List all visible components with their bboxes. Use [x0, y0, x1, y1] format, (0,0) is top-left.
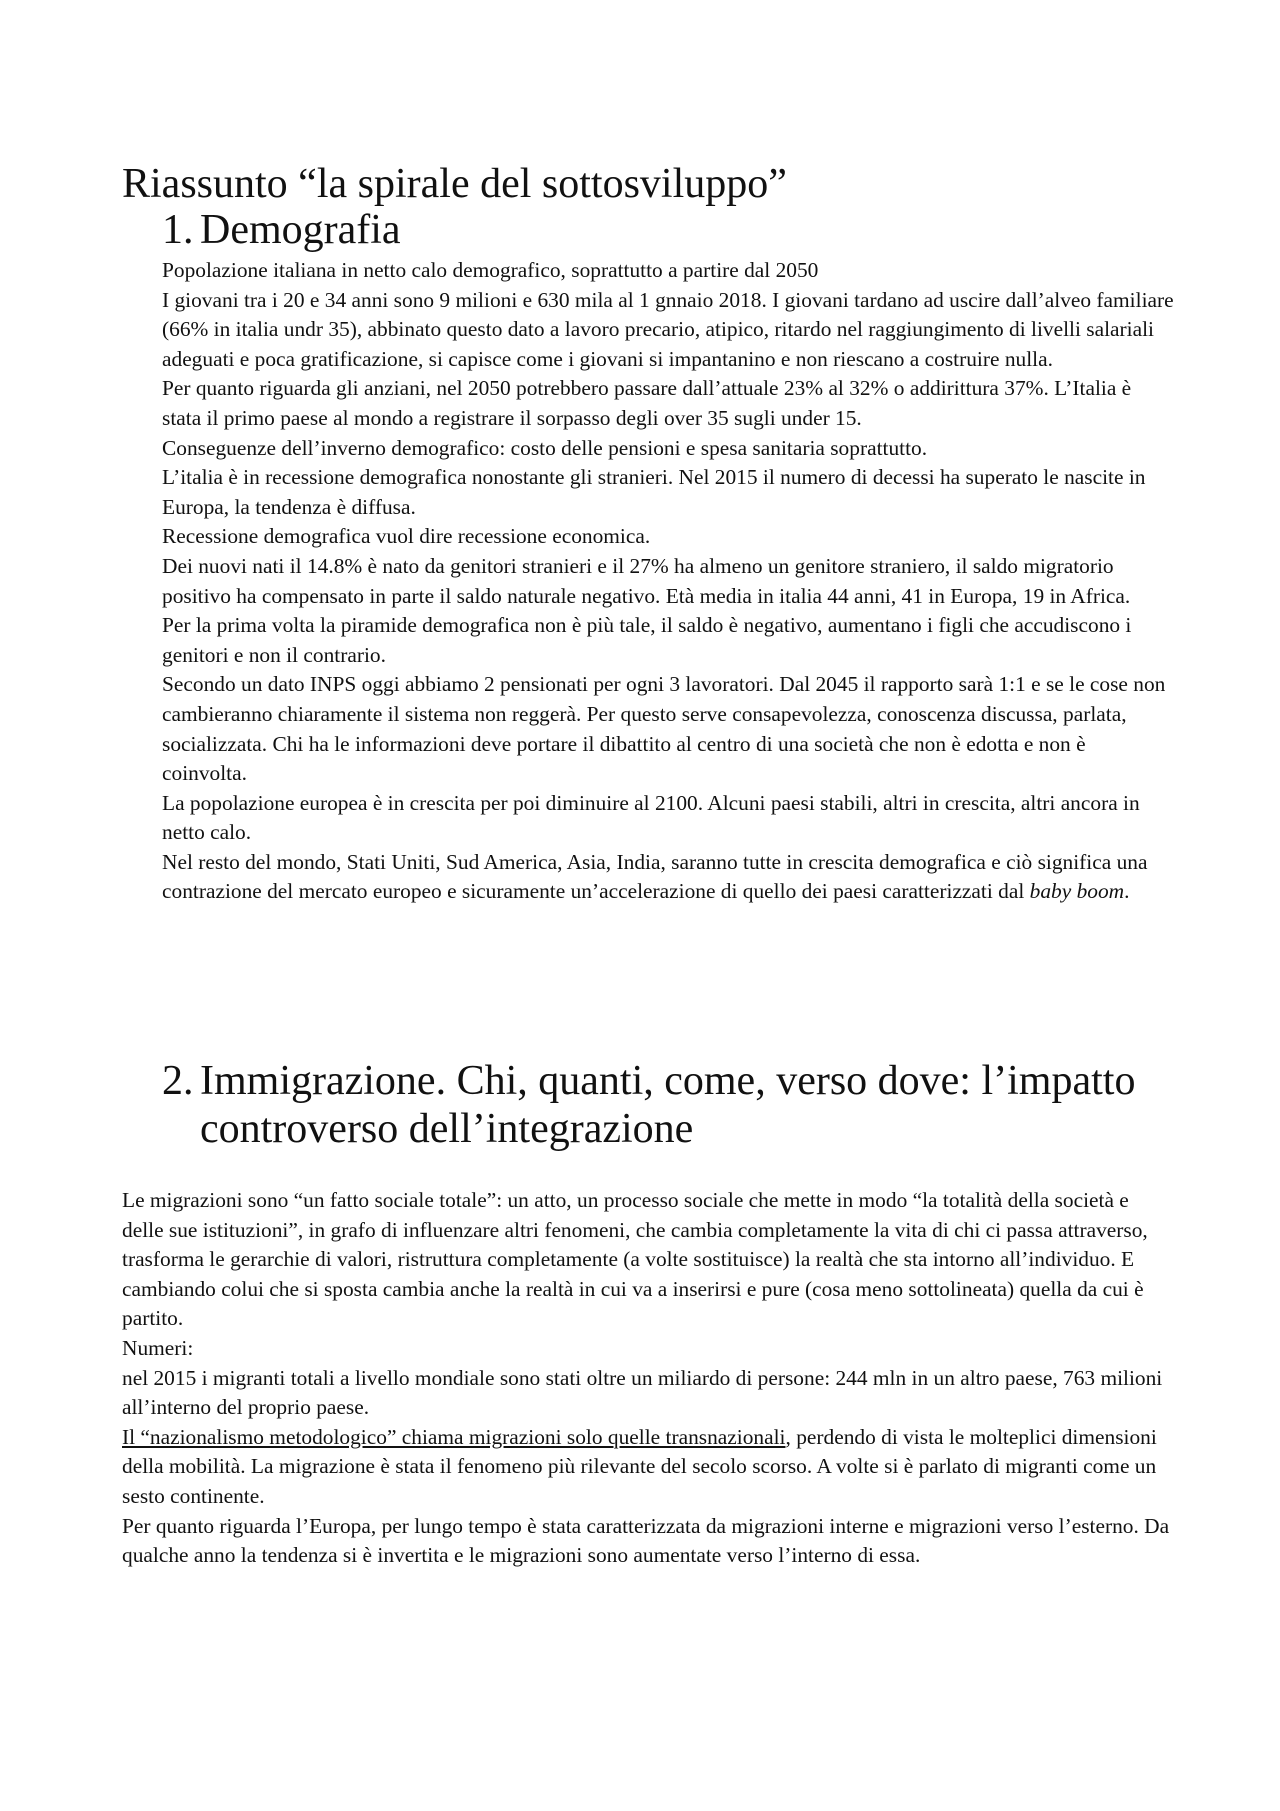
document-title: Riassunto “la spirale del sottosviluppo”	[122, 161, 787, 207]
paragraph: Le migrazioni sono “un fatto sociale totale”: un atto, un processo sociale che mette in modo “la totalità della società e delle sue istituzioni”, in grafo di influenzare altri fenomeni, che cambia completamente la vita di chi ci passa attraverso, trasforma le gerarchie di valori, ristruttura completamente (a volte sostituisce) la realtà che sta intorno all’individuo. E cambiando colui che si sposta cambia anche la realtà in cui va a inserirsi e pure (cosa meno sottolineata) quella da cui è partito.	[122, 1188, 1148, 1331]
section-body-demografia	[162, 256, 1174, 907]
paragraph-nazionalismo	[122, 1423, 1172, 1512]
paragraph-baby-boom	[162, 848, 1174, 907]
section-heading-text: Immigrazione. Chi, quanti, come, verso dove: l’impatto controverso dell’integrazione	[200, 1058, 1136, 1152]
italic-term: baby boom	[1029, 879, 1125, 904]
numbers-label: Numeri:	[122, 1335, 194, 1360]
section-heading-text: Demografia	[200, 207, 401, 253]
paragraph: L’italia è in recessione demografica nonostante gli stranieri. Nel 2015 il numero di decessi ha superato le nascite in Europa, la tendenza è diffusa.	[162, 465, 1146, 519]
paragraph: Per la prima volta la piramide demografica non è più tale, il saldo è negativo, aumentano i figli che accudiscono i genitori e non il contrario.	[162, 613, 1132, 667]
section-number: 2.	[162, 1058, 194, 1104]
section-number: 1.	[162, 207, 194, 253]
section-heading-demografia	[162, 206, 1162, 254]
paragraph: nel 2015 i migranti totali a livello mondiale sono stati oltre un miliardo di persone: 244 mln in un altro paese, 763 milioni all’interno del proprio paese.	[122, 1365, 1163, 1420]
paragraph: Recessione demografica vuol dire recessione economica.	[162, 524, 651, 549]
paragraph: Popolazione italiana in netto calo demografico, soprattutto a partire dal 2050	[162, 258, 819, 282]
paragraph: Per quanto riguarda l’Europa, per lungo tempo è stata caratterizzata da migrazioni interne e migrazioni verso l’esterno. Da qualche anno la tendenza si è invertita e le migrazioni sono aumentate verso l’interno di essa.	[122, 1513, 1170, 1568]
section-heading-immigrazione	[162, 1057, 1172, 1153]
paragraph: Dei nuovi nati il 14.8% è nato da genitori stranieri e il 27% ha almeno un genitore straniero, il saldo migratorio positivo ha compensato in parte il saldo naturale negativo. Età media in italia 44 anni, 41 in Europa, 19 in Africa.	[162, 553, 1131, 608]
paragraph-text: , perdendo di vista le molteplici dimensioni della mobilità. La migrazione è stata il fenomeno più rilevante del secolo scorso. A volte si è parlato di migranti come un sesto continente.	[122, 1424, 1157, 1508]
paragraph: Secondo un dato INPS oggi abbiamo 2 pensionati per ogni 3 lavoratori. Dal 2045 il rapporto sarà 1:1 e se le cose non cambieranno chiaramente il sistema non reggerà. Per questo serve consapevolezza, conoscenza discussa, parlata, socializzata. Chi ha le informazioni deve portare il dibattito al centro di una società che non è edotta e non è coinvolta.	[162, 672, 1166, 786]
paragraph: I giovani tra i 20 e 34 anni sono 9 milioni e 630 mila al 1 gnnaio 2018. I giovani tardano ad uscire dall’alveo familiare (66% in italia undr 35), abbinato questo dato a lavoro precario, atipico, ritardo nel raggiungimento di livelli salariali adeguati e poca gratificazione, si capisce come i giovani si impantanino e non riescano a costruire nulla.	[162, 287, 1174, 371]
paragraph: La popolazione europea è in crescita per poi diminuire al 2100. Alcuni paesi stabili, altri in crescita, altri ancora in netto calo.	[162, 790, 1140, 845]
paragraph-end: .	[1124, 879, 1130, 904]
paragraph: Conseguenze dell’inverno demografico: costo delle pensioni e spesa sanitaria soprattutto.	[162, 435, 928, 460]
paragraph-text: Nel resto del mondo, Stati Uniti, Sud America, Asia, India, saranno tutte in crescita demografica e ciò significa una contrazione del mercato europeo e sicuramente un’accelerazione di quello dei paesi caratterizzati dal	[162, 849, 1148, 904]
paragraph: Per quanto riguarda gli anziani, nel 2050 potrebbero passare dall’attuale 23% al 32% o addirittura 37%. L’Italia è stata il primo paese al mondo a registrare il sorpasso degli over 35 sugli under 15.	[162, 376, 1132, 430]
section-body-immigrazione	[122, 1186, 1172, 1571]
underlined-text: Il “nazionalismo metodologico” chiama migrazioni solo quelle transnazionali	[122, 1424, 786, 1449]
